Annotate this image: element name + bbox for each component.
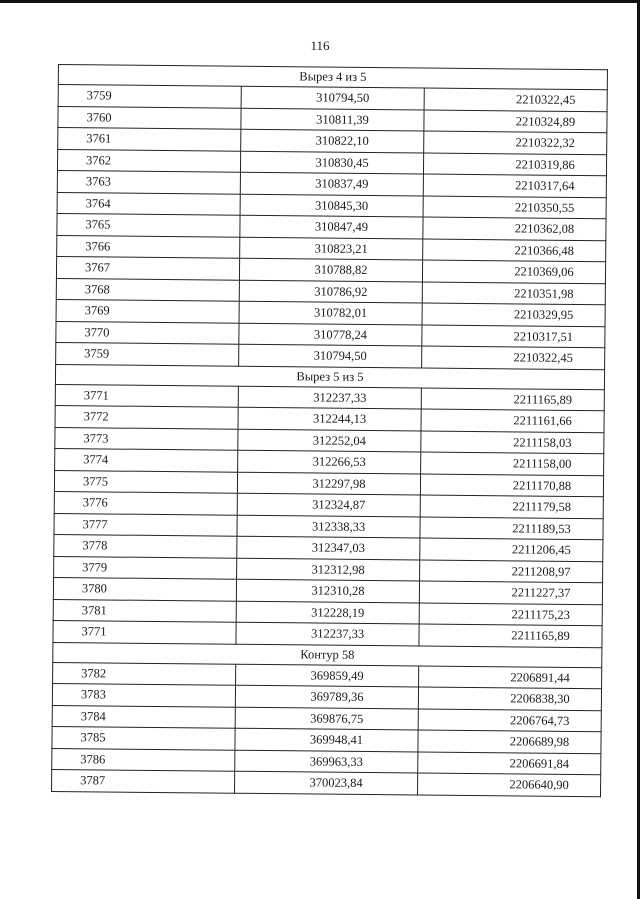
y-coordinate-cell: 2211189,53 [420, 516, 603, 539]
y-coordinate-cell: 2211208,97 [420, 559, 603, 582]
point-number-cell: 3782 [53, 662, 236, 685]
x-coordinate-cell: 312338,33 [237, 515, 420, 538]
section-title: Вырез 5 из 5 [55, 364, 604, 389]
point-number-cell: 3770 [56, 321, 239, 344]
point-number-cell: 3760 [58, 106, 241, 129]
point-number-cell: 3767 [56, 256, 239, 279]
y-coordinate-cell: 2206691,84 [418, 751, 601, 774]
x-coordinate-cell: 310786,92 [239, 280, 422, 303]
scan-border-top [0, 0, 640, 3]
x-coordinate-cell: 369876,75 [235, 707, 418, 730]
y-coordinate-cell: 2211170,88 [420, 473, 603, 496]
y-coordinate-cell: 2206689,98 [418, 730, 601, 753]
point-number-cell: 3775 [54, 470, 237, 493]
point-number-cell: 3764 [57, 192, 240, 215]
point-number-cell: 3766 [57, 235, 240, 258]
x-coordinate-cell: 312324,87 [237, 493, 420, 516]
x-coordinate-cell: 369948,41 [235, 728, 418, 751]
x-coordinate-cell: 310778,24 [239, 323, 422, 346]
y-coordinate-cell: 2210329,95 [422, 303, 605, 326]
x-coordinate-cell: 369963,33 [235, 750, 418, 773]
y-coordinate-cell: 2210362,08 [423, 217, 606, 240]
x-coordinate-cell: 310837,49 [240, 172, 423, 195]
y-coordinate-cell: 2210319,86 [423, 153, 606, 176]
point-number-cell: 3773 [55, 427, 238, 450]
x-coordinate-cell: 369859,49 [236, 664, 419, 687]
page-number: 116 [310, 38, 330, 53]
y-coordinate-cell: 2210351,98 [422, 282, 605, 305]
y-coordinate-cell: 2211165,89 [421, 388, 604, 411]
x-coordinate-cell: 310822,10 [241, 129, 424, 152]
point-number-cell: 3778 [54, 534, 237, 557]
y-coordinate-cell: 2210322,32 [424, 131, 607, 154]
point-number-cell: 3786 [52, 748, 235, 771]
y-coordinate-cell: 2210369,06 [422, 260, 605, 283]
x-coordinate-cell: 310794,50 [241, 86, 424, 109]
point-number-cell: 3762 [57, 149, 240, 172]
y-coordinate-cell: 2210324,89 [424, 110, 607, 133]
y-coordinate-cell: 2211158,00 [421, 452, 604, 475]
y-coordinate-cell: 2210322,45 [422, 346, 605, 369]
x-coordinate-cell: 312228,19 [236, 601, 419, 624]
y-coordinate-cell: 2206764,73 [418, 708, 601, 731]
x-coordinate-cell: 312312,98 [237, 558, 420, 581]
point-number-cell: 3769 [56, 299, 239, 322]
y-coordinate-cell: 2211227,37 [419, 581, 602, 604]
y-coordinate-cell: 2211161,66 [421, 409, 604, 432]
y-coordinate-cell: 2211206,45 [420, 538, 603, 561]
point-number-cell: 3771 [55, 384, 238, 407]
point-number-cell: 3774 [55, 448, 238, 471]
x-coordinate-cell: 312237,33 [238, 386, 421, 409]
x-coordinate-cell: 312244,13 [238, 407, 421, 430]
coordinates-table-body [52, 65, 608, 797]
y-coordinate-cell: 2210317,64 [423, 174, 606, 197]
point-number-cell: 3763 [57, 170, 240, 193]
point-number-cell: 3771 [53, 620, 236, 643]
y-coordinate-cell: 2211179,58 [420, 495, 603, 518]
x-coordinate-cell: 312297,98 [237, 472, 420, 495]
y-coordinate-cell: 2206891,44 [419, 665, 602, 688]
y-coordinate-cell: 2210366,48 [423, 239, 606, 262]
y-coordinate-cell: 2211175,23 [419, 602, 602, 625]
point-number-cell: 3787 [52, 769, 235, 792]
coordinates-table [51, 64, 608, 797]
y-coordinate-cell: 2206640,90 [418, 773, 601, 796]
section-title: Контур 58 [53, 642, 602, 667]
y-coordinate-cell: 2211165,89 [419, 624, 602, 647]
x-coordinate-cell: 310847,49 [240, 215, 423, 238]
x-coordinate-cell: 310788,82 [239, 258, 422, 281]
x-coordinate-cell: 310794,50 [239, 344, 422, 367]
point-number-cell: 3772 [55, 405, 238, 428]
x-coordinate-cell: 310823,21 [240, 237, 423, 260]
point-number-cell: 3777 [54, 513, 237, 536]
point-number-cell: 3759 [56, 342, 239, 365]
x-coordinate-cell: 310830,45 [240, 151, 423, 174]
y-coordinate-cell: 2211158,03 [421, 431, 604, 454]
x-coordinate-cell: 310811,39 [241, 108, 424, 131]
point-number-cell: 3780 [53, 577, 236, 600]
x-coordinate-cell: 310782,01 [239, 301, 422, 324]
point-number-cell: 3765 [57, 213, 240, 236]
x-coordinate-cell: 312237,33 [236, 622, 419, 645]
y-coordinate-cell: 2210322,45 [424, 88, 607, 111]
y-coordinate-cell: 2210317,51 [422, 325, 605, 348]
point-number-cell: 3759 [58, 85, 241, 108]
x-coordinate-cell: 312266,53 [238, 450, 421, 473]
x-coordinate-cell: 312347,03 [237, 536, 420, 559]
x-coordinate-cell: 369789,36 [235, 685, 418, 708]
table-row [52, 769, 601, 796]
point-number-cell: 3783 [52, 683, 235, 706]
point-number-cell: 3784 [52, 705, 235, 728]
y-coordinate-cell: 2210350,55 [423, 196, 606, 219]
point-number-cell: 3779 [54, 556, 237, 579]
point-number-cell: 3781 [53, 599, 236, 622]
point-number-cell: 3785 [52, 726, 235, 749]
x-coordinate-cell: 312310,28 [236, 579, 419, 602]
y-coordinate-cell: 2206838,30 [418, 687, 601, 710]
point-number-cell: 3776 [54, 491, 237, 514]
x-coordinate-cell: 310845,30 [240, 194, 423, 217]
section-title: Вырез 4 из 5 [58, 65, 607, 90]
x-coordinate-cell: 312252,04 [238, 429, 421, 452]
x-coordinate-cell: 370023,84 [235, 771, 418, 794]
point-number-cell: 3761 [58, 128, 241, 151]
point-number-cell: 3768 [56, 278, 239, 301]
